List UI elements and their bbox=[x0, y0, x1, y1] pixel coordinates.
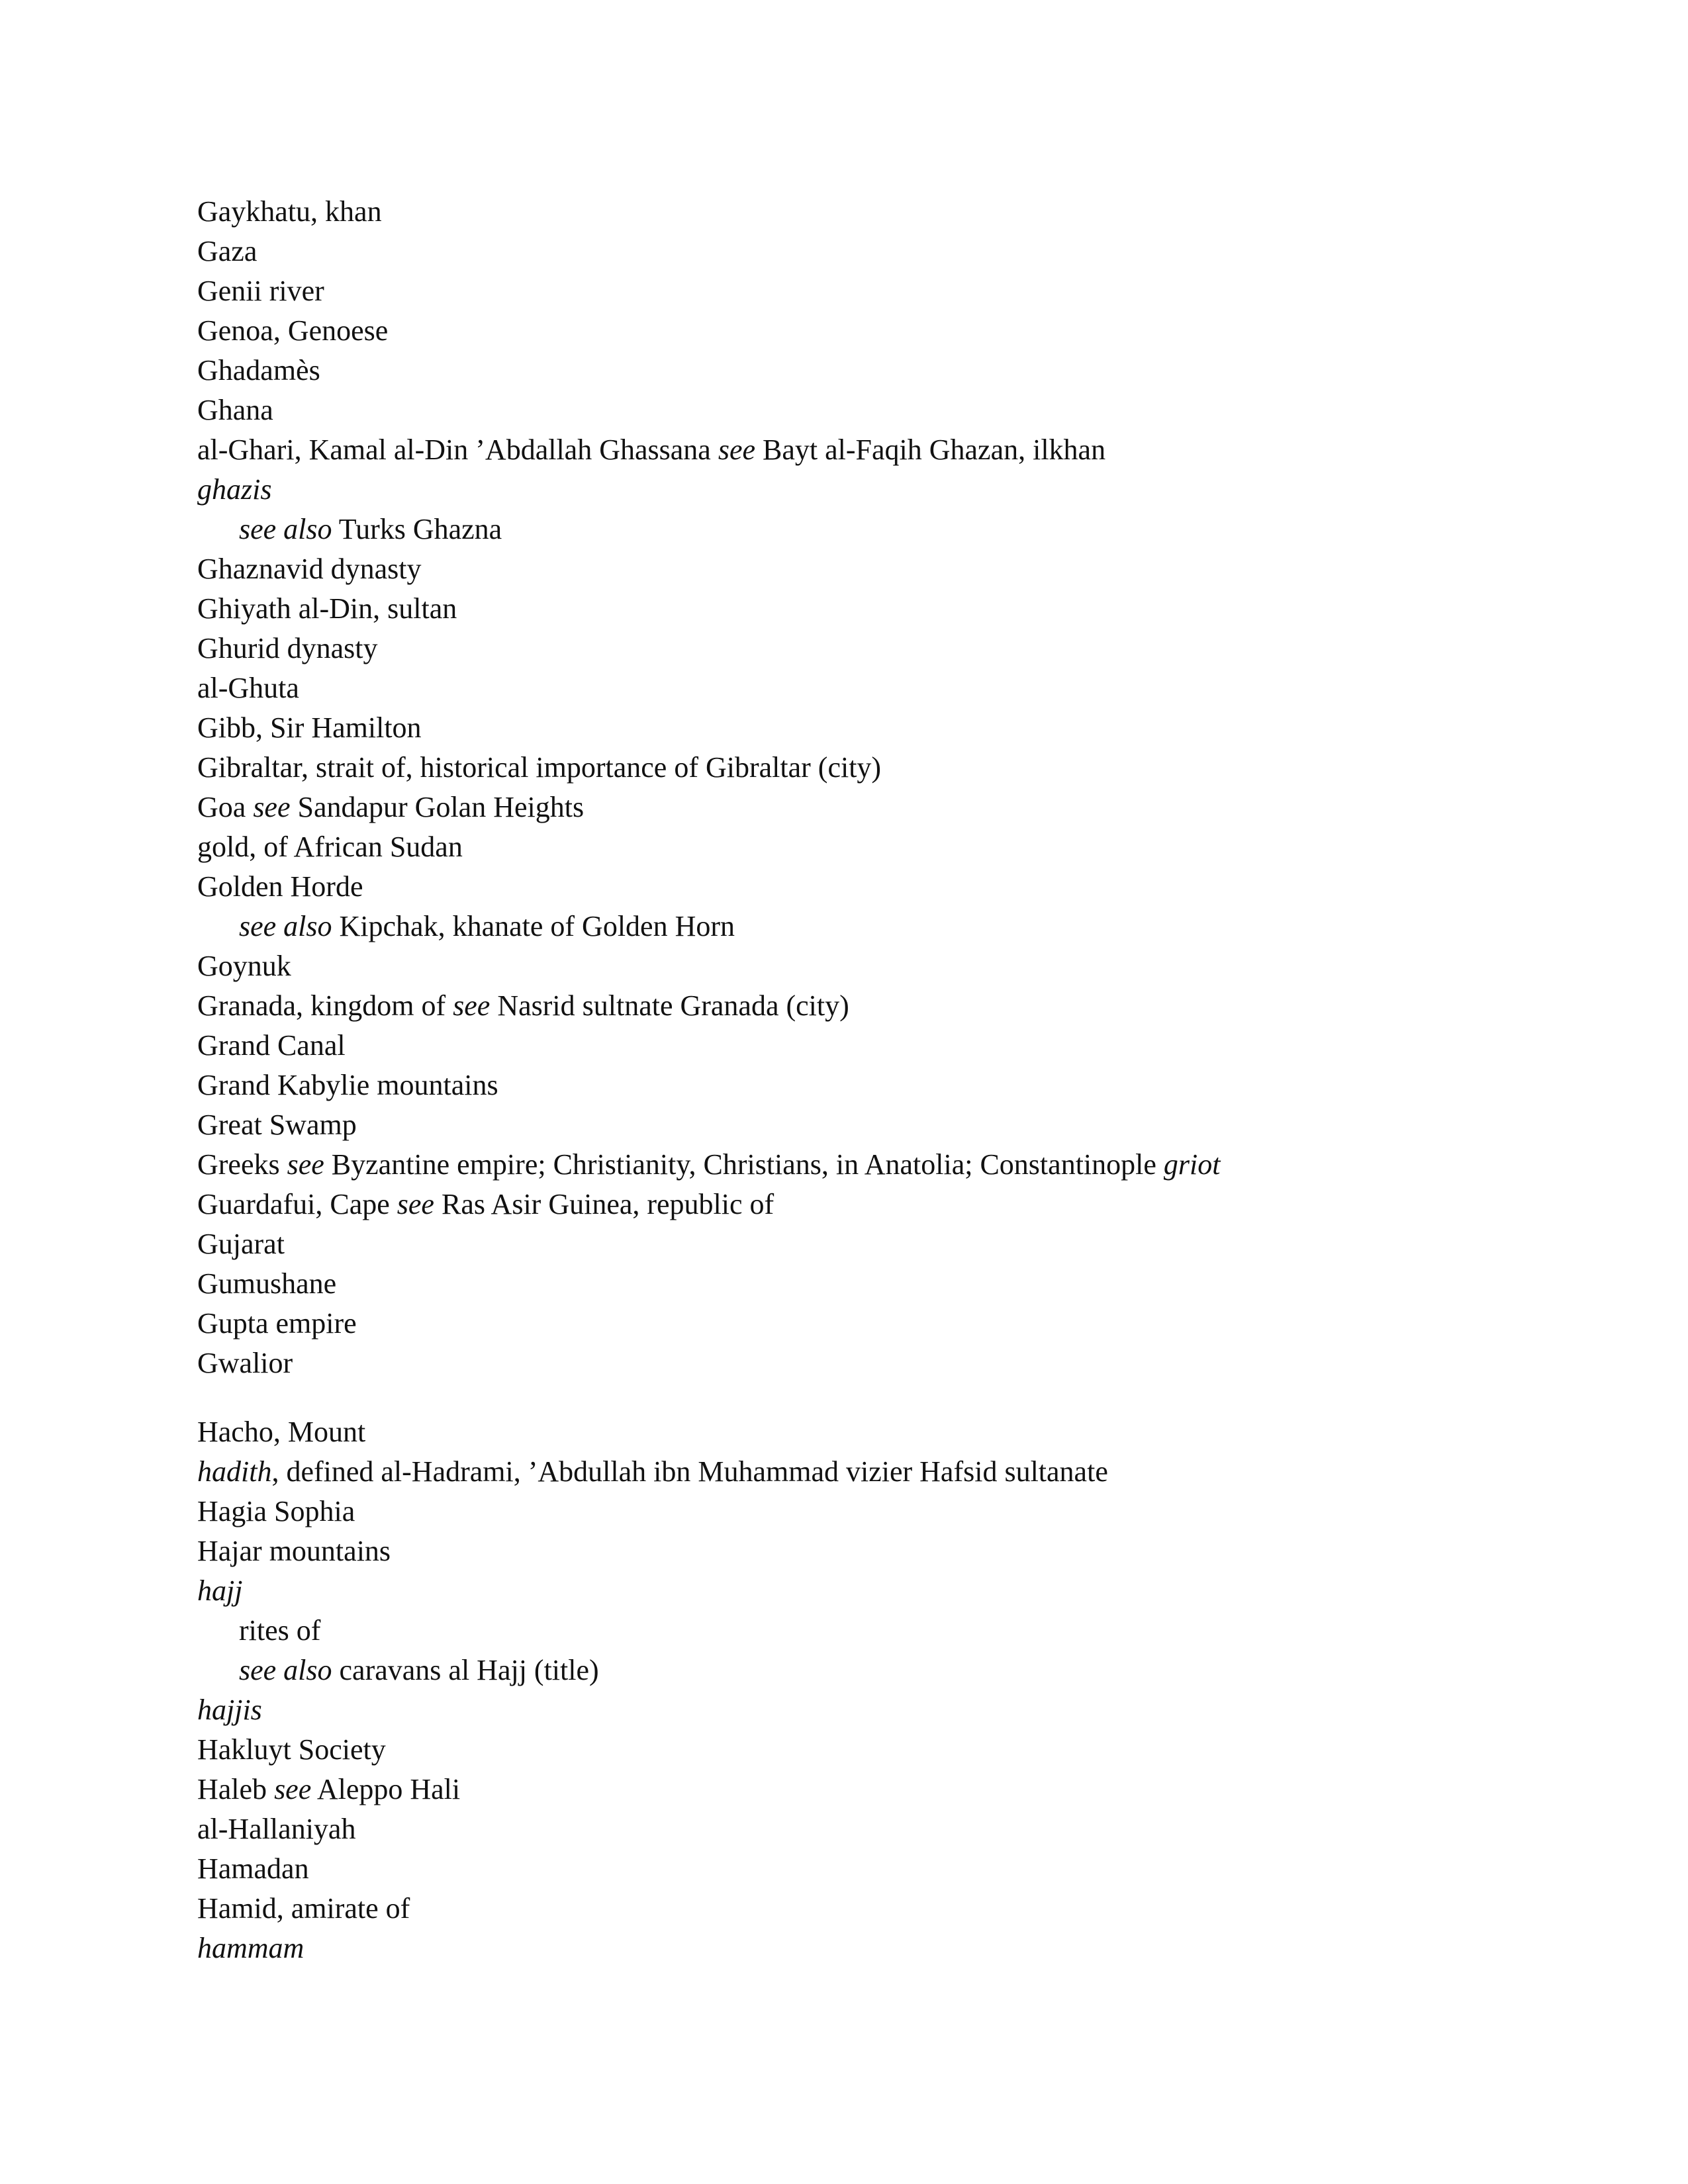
index-entry bbox=[197, 311, 1587, 351]
index-entry bbox=[197, 788, 1587, 827]
index-entry bbox=[197, 1304, 1587, 1343]
index-entry bbox=[197, 549, 1587, 589]
index-entry bbox=[197, 946, 1587, 986]
index-italic-text: see also bbox=[239, 1654, 332, 1686]
index-list bbox=[197, 192, 1587, 1968]
index-text: Ghana bbox=[197, 394, 273, 426]
index-entry bbox=[197, 430, 1587, 470]
index-text: Genoa, Genoese bbox=[197, 314, 389, 347]
index-entry bbox=[197, 1809, 1587, 1849]
index-text: Ras Asir Guinea, republic of bbox=[434, 1188, 774, 1220]
index-entry bbox=[197, 1571, 1587, 1611]
index-entry bbox=[197, 1185, 1587, 1224]
index-text: al-Ghari, Kamal al-Din ’Abdallah Ghassana bbox=[197, 433, 718, 466]
index-text: Gwalior bbox=[197, 1347, 293, 1379]
index-text: Haleb bbox=[197, 1773, 275, 1805]
index-italic-text: hammam bbox=[197, 1932, 305, 1964]
index-entry bbox=[197, 1026, 1587, 1066]
index-entry bbox=[197, 708, 1587, 748]
index-text: Grand Canal bbox=[197, 1029, 346, 1062]
index-entry bbox=[197, 1452, 1587, 1492]
index-entry bbox=[197, 867, 1587, 907]
index-entry bbox=[197, 827, 1587, 867]
index-text: Granada, kingdom of bbox=[197, 989, 453, 1022]
index-text: Hacho, Mount bbox=[197, 1416, 366, 1448]
index-text: Aleppo Hali bbox=[311, 1773, 461, 1805]
index-text: Gumushane bbox=[197, 1267, 337, 1300]
index-subentry bbox=[197, 1651, 1587, 1690]
index-text: Guardafui, Cape bbox=[197, 1188, 397, 1220]
index-entry bbox=[197, 1849, 1587, 1889]
index-italic-text: see bbox=[718, 433, 756, 466]
index-text: Golden Horde bbox=[197, 870, 363, 903]
index-entry bbox=[197, 1066, 1587, 1105]
index-entry bbox=[197, 1264, 1587, 1304]
index-italic-text: hajj bbox=[197, 1574, 243, 1607]
index-text: Hakluyt Society bbox=[197, 1733, 386, 1766]
index-entry bbox=[197, 1343, 1587, 1383]
index-entry bbox=[197, 232, 1587, 271]
index-entry bbox=[197, 1224, 1587, 1264]
index-text: Ghaznavid dynasty bbox=[197, 553, 422, 585]
index-section-g bbox=[197, 192, 1587, 1383]
index-text: Byzantine empire; Christianity, Christians, in Anatolia; Constantinople bbox=[324, 1148, 1164, 1181]
index-entry bbox=[197, 351, 1587, 390]
index-text: Greeks bbox=[197, 1148, 287, 1181]
index-text: Gibb, Sir Hamilton bbox=[197, 711, 422, 744]
index-entry bbox=[197, 192, 1587, 232]
index-text: Bayt al-Faqih Ghazan, ilkhan bbox=[755, 433, 1106, 466]
index-text: Kipchak, khanate of Golden Horn bbox=[332, 910, 735, 942]
index-entry bbox=[197, 1412, 1587, 1452]
index-text: , defined al-Hadrami, ’Abdullah ibn Muhammad vizier Hafsid sultanate bbox=[271, 1455, 1108, 1488]
index-text: Sandapur Golan Heights bbox=[290, 791, 585, 823]
index-entry bbox=[197, 1105, 1587, 1145]
index-text: Gujarat bbox=[197, 1228, 285, 1260]
index-text: Gaykhatu, khan bbox=[197, 195, 382, 228]
index-text: Great Swamp bbox=[197, 1109, 357, 1141]
index-italic-text: hajjis bbox=[197, 1694, 262, 1726]
index-italic-text: ghazis bbox=[197, 473, 272, 506]
index-text: Hagia Sophia bbox=[197, 1495, 355, 1527]
index-subentry bbox=[197, 1611, 1587, 1651]
index-entry bbox=[197, 986, 1587, 1026]
index-entry bbox=[197, 1690, 1587, 1730]
index-text: Ghiyath al-Din, sultan bbox=[197, 592, 457, 625]
index-text: Ghadamès bbox=[197, 354, 320, 387]
index-italic-text: see bbox=[253, 791, 291, 823]
index-text: Nasrid sultnate Granada (city) bbox=[490, 989, 849, 1022]
index-text: gold, of African Sudan bbox=[197, 831, 463, 863]
index-text: Gupta empire bbox=[197, 1307, 357, 1340]
index-text: al-Hallaniyah bbox=[197, 1813, 356, 1845]
index-subentry bbox=[197, 510, 1587, 549]
index-entry bbox=[197, 629, 1587, 668]
index-entry bbox=[197, 1531, 1587, 1571]
index-italic-text: see bbox=[453, 989, 491, 1022]
index-entry bbox=[197, 1889, 1587, 1929]
index-italic-text: hadith bbox=[197, 1455, 272, 1488]
index-entry bbox=[197, 1770, 1587, 1809]
index-entry bbox=[197, 1730, 1587, 1770]
index-text: Hamadan bbox=[197, 1852, 309, 1885]
index-italic-text: see bbox=[287, 1148, 324, 1181]
index-italic-text: griot bbox=[1163, 1148, 1221, 1181]
index-italic-text: see bbox=[397, 1188, 434, 1220]
index-subentry bbox=[197, 907, 1587, 946]
index-entry bbox=[197, 668, 1587, 708]
index-text: Turks Ghazna bbox=[332, 513, 502, 545]
index-entry bbox=[197, 1145, 1587, 1185]
index-text: Hajar mountains bbox=[197, 1535, 391, 1567]
index-italic-text: see also bbox=[239, 910, 332, 942]
index-text: rites of bbox=[239, 1614, 321, 1647]
index-text: caravans al Hajj (title) bbox=[332, 1654, 599, 1686]
index-entry bbox=[197, 748, 1587, 788]
index-text: Gibraltar, strait of, historical importance of Gibraltar (city) bbox=[197, 751, 882, 784]
index-entry bbox=[197, 589, 1587, 629]
index-text: Genii river bbox=[197, 275, 324, 307]
index-text: Goa bbox=[197, 791, 254, 823]
index-entry bbox=[197, 1929, 1587, 1968]
index-text: Grand Kabylie mountains bbox=[197, 1069, 498, 1101]
index-italic-text: see also bbox=[239, 513, 332, 545]
index-text: Goynuk bbox=[197, 950, 291, 982]
index-entry bbox=[197, 470, 1587, 510]
index-entry bbox=[197, 271, 1587, 311]
index-entry bbox=[197, 1492, 1587, 1531]
index-text: Hamid, amirate of bbox=[197, 1892, 410, 1925]
index-italic-text: see bbox=[274, 1773, 312, 1805]
index-text: Ghurid dynasty bbox=[197, 632, 378, 664]
index-text: al-Ghuta bbox=[197, 672, 299, 704]
index-entry bbox=[197, 390, 1587, 430]
index-text: Gaza bbox=[197, 235, 258, 267]
index-section-h bbox=[197, 1412, 1587, 1968]
